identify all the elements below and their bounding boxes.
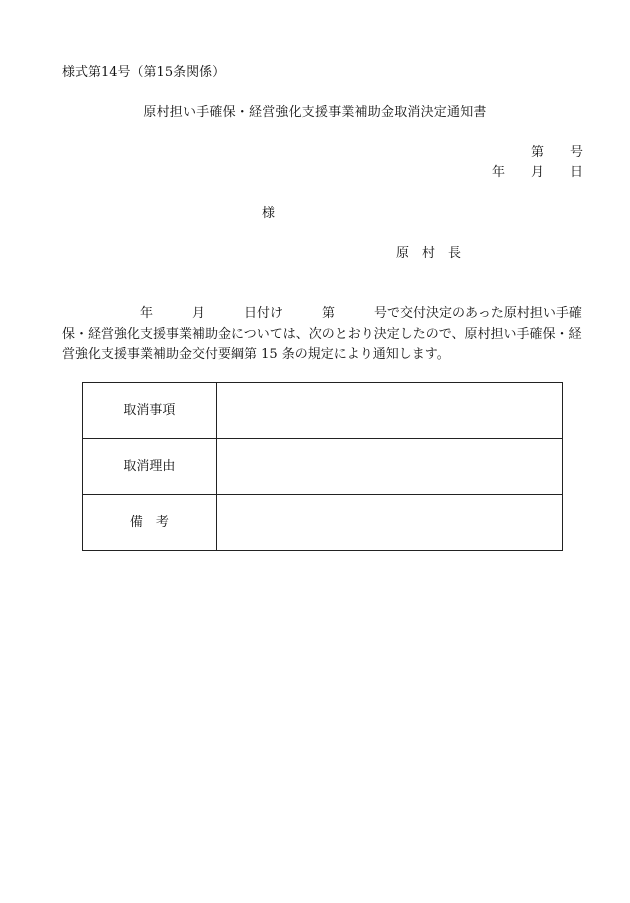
row-label-cancellation-reason: 取消理由 [83,439,217,495]
reference-number: 第 号 [530,145,583,160]
document-title: 原村担い手確保・経営強化支援事業補助金取消決定通知書 [143,105,487,120]
addressee-honorific: 様 [262,206,276,221]
row-value-remarks [216,495,562,551]
issuer-name: 原 村 長 [396,246,462,261]
form-number: 様式第14号（第15条関係） [62,65,226,80]
table-row [83,439,563,495]
reference-date: 年 月 日 [491,165,583,180]
cancellation-details-table [82,382,563,551]
notice-body-text: 年 月 日付け 第 号で交付決定のあった原村担い手確保・経営強化支援事業補助金については、次のとおり決定したので、原村担い手確保・経営強化支援事業補助金交付要綱第 15 条の規定により通知します。 [62,306,582,362]
row-label-cancellation-item: 取消事項 [83,383,217,439]
row-value-cancellation-item [216,383,562,439]
table-row [83,383,563,439]
row-label-remarks: 備 考 [83,495,217,551]
row-value-cancellation-reason [216,439,562,495]
table-row [83,495,563,551]
